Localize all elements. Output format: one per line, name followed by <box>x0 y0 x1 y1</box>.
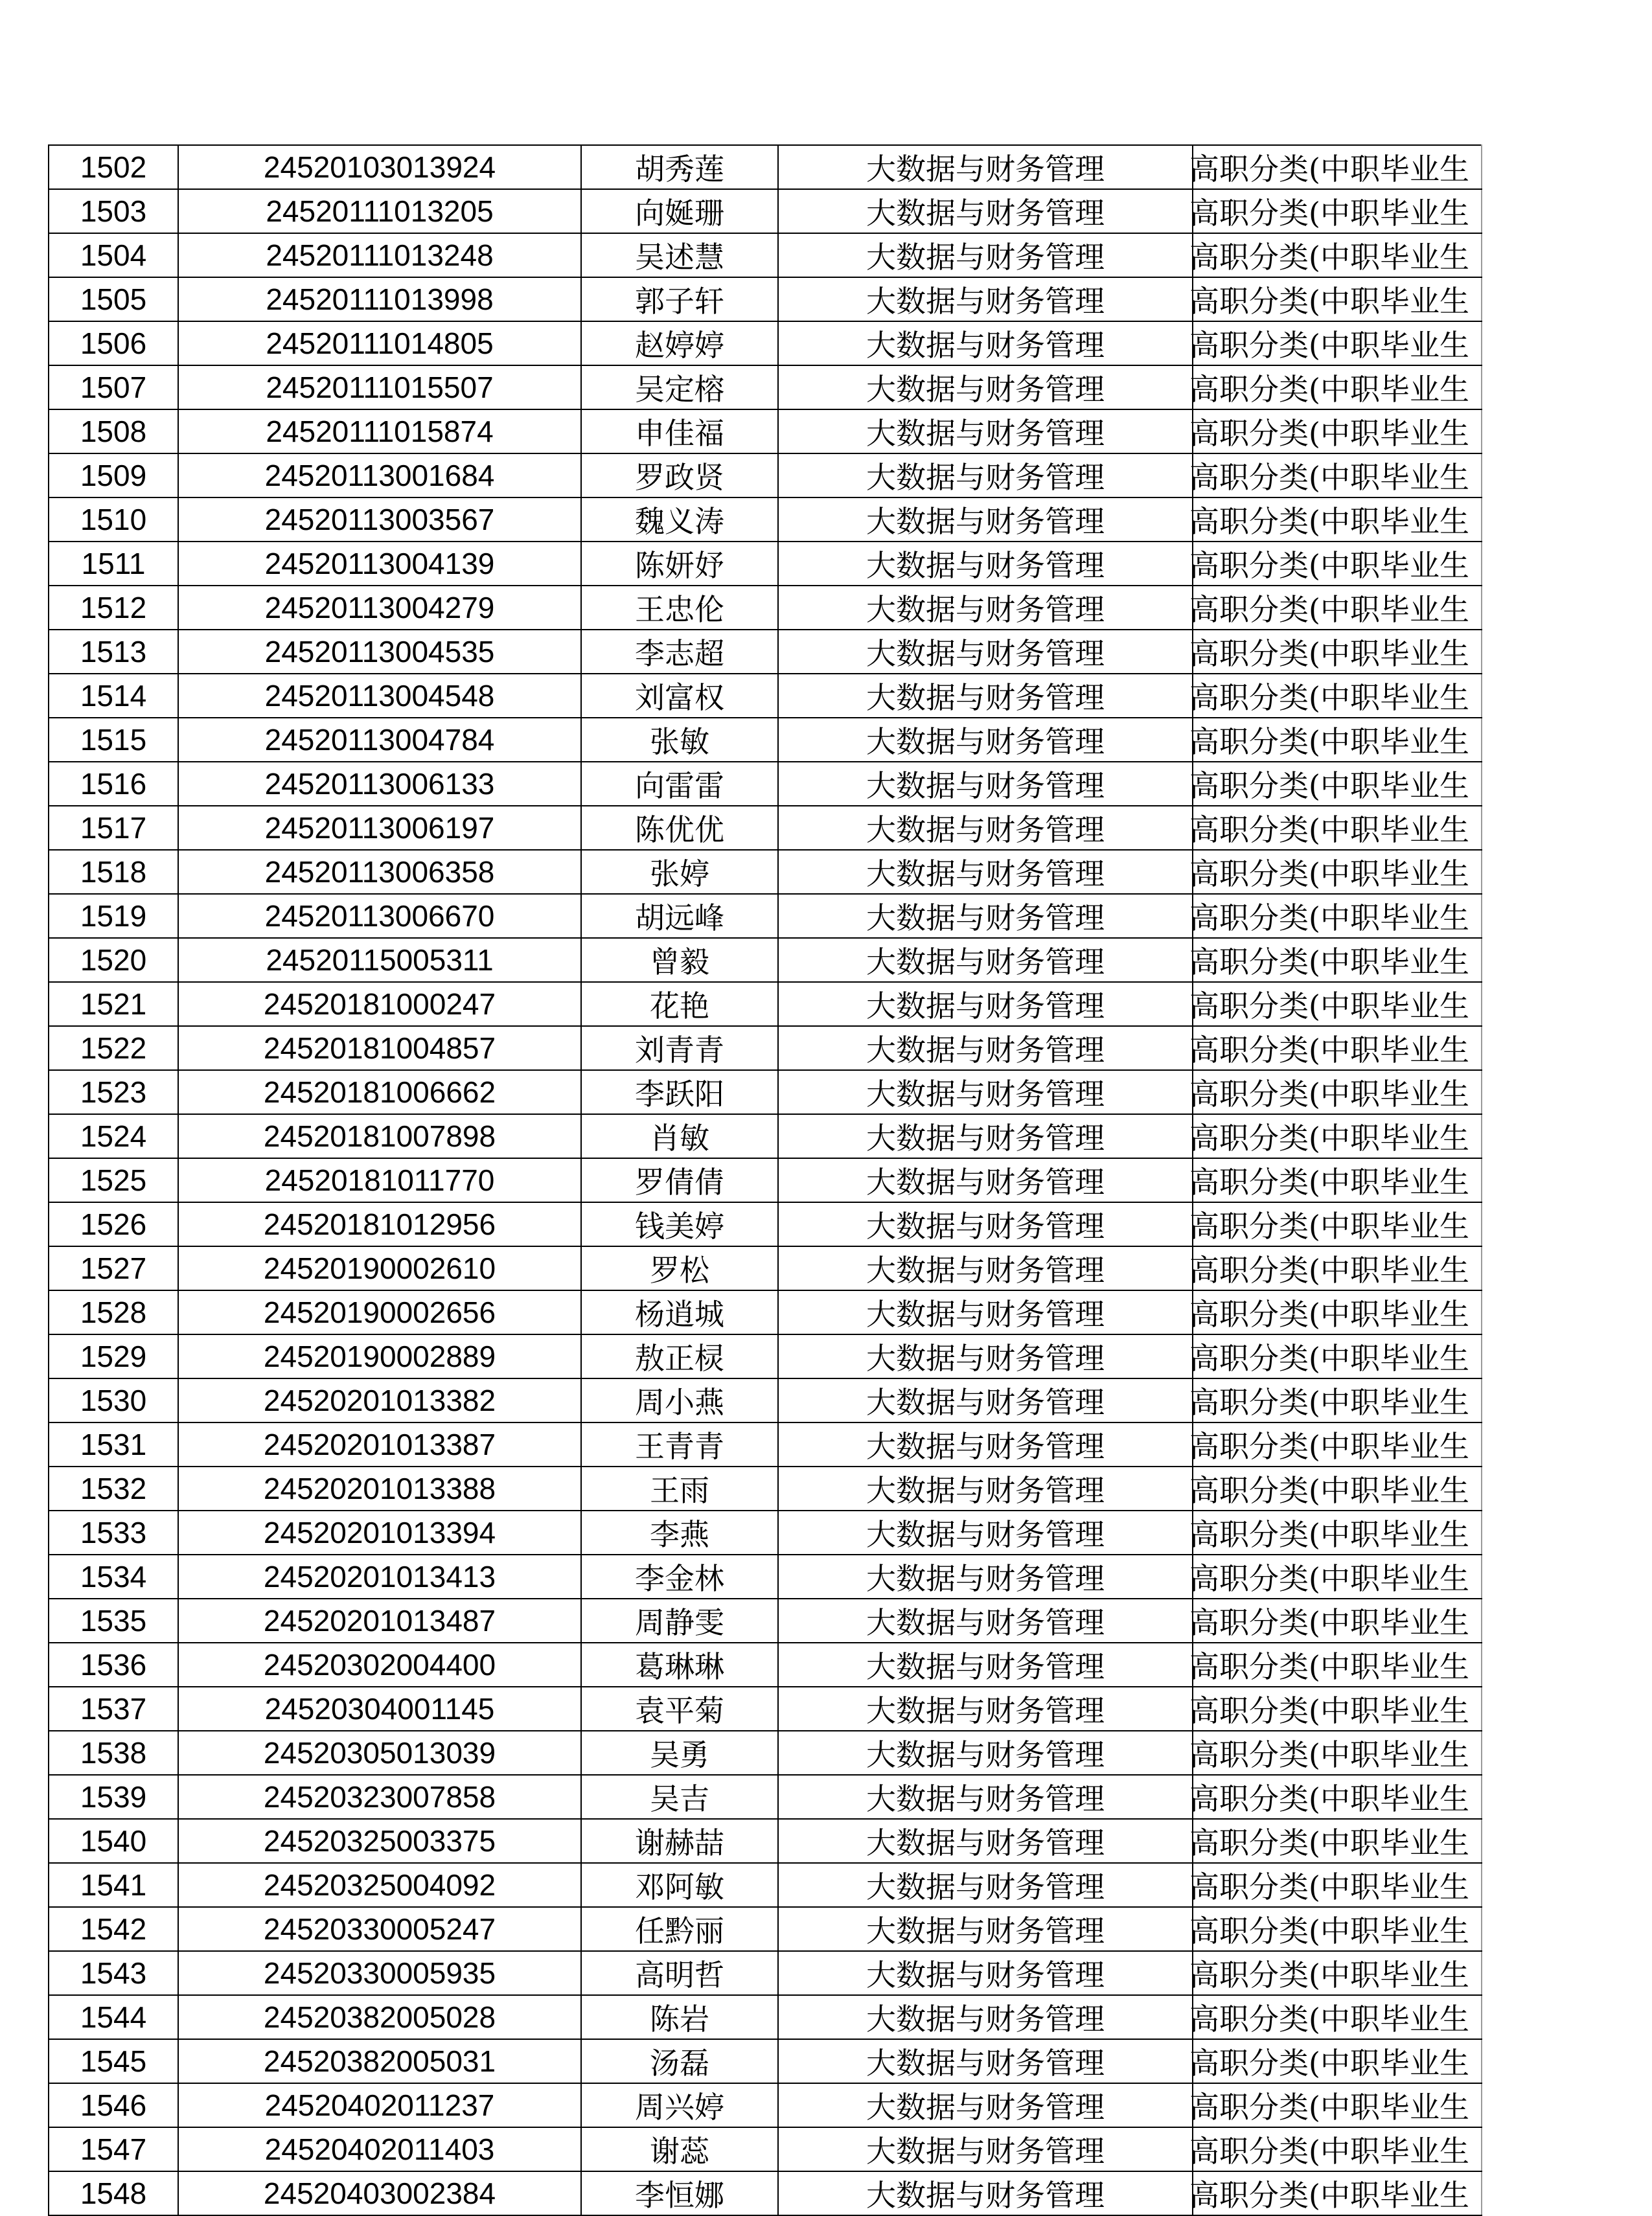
student-name-cell: 高明哲 <box>581 1951 778 1995</box>
exam-number-cell: 24520181006662 <box>178 1070 581 1114</box>
table-row <box>49 586 1482 630</box>
row-number-cell: 1517 <box>49 806 178 850</box>
table-row <box>49 189 1482 233</box>
exam-number-cell: 24520201013394 <box>178 1511 581 1555</box>
admission-category-cell: 高职分类(中职毕业生 <box>1193 1511 1482 1555</box>
row-number-cell: 1512 <box>49 586 178 630</box>
major-cell: 大数据与财务管理 <box>778 1555 1193 1599</box>
major-cell: 大数据与财务管理 <box>778 1687 1193 1731</box>
table-row <box>49 1467 1482 1511</box>
table-row <box>49 453 1482 497</box>
student-name-cell: 郭子轩 <box>581 277 778 321</box>
admission-table <box>48 144 1482 2216</box>
table-row <box>49 1907 1482 1951</box>
row-number-cell: 1541 <box>49 1863 178 1907</box>
admission-category-cell: 高职分类(中职毕业生 <box>1193 630 1482 674</box>
exam-number-cell: 24520181000247 <box>178 982 581 1026</box>
table-row <box>49 850 1482 894</box>
major-cell: 大数据与财务管理 <box>778 674 1193 718</box>
table-row <box>49 1599 1482 1643</box>
row-number-cell: 1546 <box>49 2083 178 2127</box>
admission-category-cell: 高职分类(中职毕业生 <box>1193 497 1482 542</box>
admission-category-cell: 高职分类(中职毕业生 <box>1193 145 1482 189</box>
student-name-cell: 曾毅 <box>581 938 778 982</box>
major-cell: 大数据与财务管理 <box>778 1378 1193 1422</box>
table-row <box>49 1114 1482 1158</box>
student-name-cell: 吴述慧 <box>581 233 778 277</box>
exam-number-cell: 24520113004279 <box>178 586 581 630</box>
major-cell: 大数据与财务管理 <box>778 850 1193 894</box>
student-name-cell: 胡远峰 <box>581 894 778 938</box>
exam-number-cell: 24520201013413 <box>178 1555 581 1599</box>
major-cell: 大数据与财务管理 <box>778 542 1193 586</box>
exam-number-cell: 24520403002384 <box>178 2171 581 2215</box>
admission-category-cell: 高职分类(中职毕业生 <box>1193 1114 1482 1158</box>
table-row <box>49 674 1482 718</box>
student-name-cell: 刘富权 <box>581 674 778 718</box>
student-name-cell: 陈妍妤 <box>581 542 778 586</box>
row-number-cell: 1535 <box>49 1599 178 1643</box>
row-number-cell: 1510 <box>49 497 178 542</box>
row-number-cell: 1526 <box>49 1202 178 1246</box>
major-cell: 大数据与财务管理 <box>778 806 1193 850</box>
student-name-cell: 李志超 <box>581 630 778 674</box>
admission-category-cell: 高职分类(中职毕业生 <box>1193 1643 1482 1687</box>
admission-category-cell: 高职分类(中职毕业生 <box>1193 1290 1482 1334</box>
row-number-cell: 1509 <box>49 453 178 497</box>
major-cell: 大数据与财务管理 <box>778 586 1193 630</box>
table-row <box>49 1555 1482 1599</box>
admission-category-cell: 高职分类(中职毕业生 <box>1193 233 1482 277</box>
table-row <box>49 233 1482 277</box>
admission-category-cell: 高职分类(中职毕业生 <box>1193 1995 1482 2039</box>
admission-category-cell: 高职分类(中职毕业生 <box>1193 453 1482 497</box>
major-cell: 大数据与财务管理 <box>778 1863 1193 1907</box>
table-row <box>49 1643 1482 1687</box>
row-number-cell: 1504 <box>49 233 178 277</box>
row-number-cell: 1515 <box>49 718 178 762</box>
student-name-cell: 敖正棂 <box>581 1334 778 1378</box>
row-number-cell: 1513 <box>49 630 178 674</box>
student-name-cell: 杨逍城 <box>581 1290 778 1334</box>
exam-number-cell: 24520302004400 <box>178 1643 581 1687</box>
exam-number-cell: 24520113003567 <box>178 497 581 542</box>
table-row <box>49 2171 1482 2215</box>
student-name-cell: 钱美婷 <box>581 1202 778 1246</box>
exam-number-cell: 24520111015874 <box>178 409 581 453</box>
major-cell: 大数据与财务管理 <box>778 1158 1193 1202</box>
major-cell: 大数据与财务管理 <box>778 762 1193 806</box>
exam-number-cell: 24520181012956 <box>178 1202 581 1246</box>
exam-number-cell: 24520113004548 <box>178 674 581 718</box>
admission-category-cell: 高职分类(中职毕业生 <box>1193 1334 1482 1378</box>
major-cell: 大数据与财务管理 <box>778 718 1193 762</box>
table-row <box>49 762 1482 806</box>
student-name-cell: 王青青 <box>581 1422 778 1467</box>
table-row <box>49 1951 1482 1995</box>
major-cell: 大数据与财务管理 <box>778 1290 1193 1334</box>
admission-category-cell: 高职分类(中职毕业生 <box>1193 2127 1482 2171</box>
major-cell: 大数据与财务管理 <box>778 1467 1193 1511</box>
row-number-cell: 1534 <box>49 1555 178 1599</box>
admission-category-cell: 高职分类(中职毕业生 <box>1193 1687 1482 1731</box>
admission-category-cell: 高职分类(中职毕业生 <box>1193 806 1482 850</box>
table-row <box>49 982 1482 1026</box>
student-name-cell: 花艳 <box>581 982 778 1026</box>
major-cell: 大数据与财务管理 <box>778 2171 1193 2215</box>
exam-number-cell: 24520190002610 <box>178 1246 581 1290</box>
admission-category-cell: 高职分类(中职毕业生 <box>1193 1467 1482 1511</box>
exam-number-cell: 24520181007898 <box>178 1114 581 1158</box>
table-row <box>49 542 1482 586</box>
exam-number-cell: 24520111013248 <box>178 233 581 277</box>
admission-category-cell: 高职分类(中职毕业生 <box>1193 850 1482 894</box>
table-row <box>49 1687 1482 1731</box>
major-cell: 大数据与财务管理 <box>778 1511 1193 1555</box>
table-row <box>49 409 1482 453</box>
admission-category-cell: 高职分类(中职毕业生 <box>1193 1599 1482 1643</box>
student-name-cell: 罗政贤 <box>581 453 778 497</box>
major-cell: 大数据与财务管理 <box>778 1334 1193 1378</box>
admission-category-cell: 高职分类(中职毕业生 <box>1193 1422 1482 1467</box>
table-row <box>49 806 1482 850</box>
row-number-cell: 1545 <box>49 2039 178 2083</box>
exam-number-cell: 24520111013998 <box>178 277 581 321</box>
row-number-cell: 1540 <box>49 1819 178 1863</box>
admission-category-cell: 高职分类(中职毕业生 <box>1193 1907 1482 1951</box>
table-row <box>49 497 1482 542</box>
student-name-cell: 周静雯 <box>581 1599 778 1643</box>
table-row <box>49 1334 1482 1378</box>
major-cell: 大数据与财务管理 <box>778 321 1193 365</box>
table-row <box>49 1775 1482 1819</box>
row-number-cell: 1505 <box>49 277 178 321</box>
exam-number-cell: 24520325004092 <box>178 1863 581 1907</box>
admission-category-cell: 高职分类(中职毕业生 <box>1193 982 1482 1026</box>
admission-category-cell: 高职分类(中职毕业生 <box>1193 1819 1482 1863</box>
row-number-cell: 1514 <box>49 674 178 718</box>
row-number-cell: 1521 <box>49 982 178 1026</box>
student-name-cell: 谢赫喆 <box>581 1819 778 1863</box>
exam-number-cell: 24520111013205 <box>178 189 581 233</box>
admission-category-cell: 高职分类(中职毕业生 <box>1193 2039 1482 2083</box>
major-cell: 大数据与财务管理 <box>778 1599 1193 1643</box>
student-name-cell: 邓阿敏 <box>581 1863 778 1907</box>
row-number-cell: 1503 <box>49 189 178 233</box>
table-row <box>49 145 1482 189</box>
exam-number-cell: 24520113004784 <box>178 718 581 762</box>
student-name-cell: 王雨 <box>581 1467 778 1511</box>
admission-list-sheet <box>48 144 1481 2213</box>
admission-category-cell: 高职分类(中职毕业生 <box>1193 1775 1482 1819</box>
student-name-cell: 陈优优 <box>581 806 778 850</box>
major-cell: 大数据与财务管理 <box>778 145 1193 189</box>
major-cell: 大数据与财务管理 <box>778 189 1193 233</box>
exam-number-cell: 24520113004139 <box>178 542 581 586</box>
exam-number-cell: 24520382005028 <box>178 1995 581 2039</box>
table-row <box>49 1422 1482 1467</box>
row-number-cell: 1508 <box>49 409 178 453</box>
admission-category-cell: 高职分类(中职毕业生 <box>1193 762 1482 806</box>
student-name-cell: 吴勇 <box>581 1731 778 1775</box>
admission-category-cell: 高职分类(中职毕业生 <box>1193 1951 1482 1995</box>
major-cell: 大数据与财务管理 <box>778 409 1193 453</box>
admission-category-cell: 高职分类(中职毕业生 <box>1193 189 1482 233</box>
row-number-cell: 1518 <box>49 850 178 894</box>
major-cell: 大数据与财务管理 <box>778 1907 1193 1951</box>
admission-category-cell: 高职分类(中职毕业生 <box>1193 1202 1482 1246</box>
student-name-cell: 向雷雷 <box>581 762 778 806</box>
major-cell: 大数据与财务管理 <box>778 1995 1193 2039</box>
major-cell: 大数据与财务管理 <box>778 2039 1193 2083</box>
student-name-cell: 罗倩倩 <box>581 1158 778 1202</box>
admission-category-cell: 高职分类(中职毕业生 <box>1193 1026 1482 1070</box>
major-cell: 大数据与财务管理 <box>778 1422 1193 1467</box>
student-name-cell: 吴吉 <box>581 1775 778 1819</box>
student-name-cell: 李燕 <box>581 1511 778 1555</box>
admission-category-cell: 高职分类(中职毕业生 <box>1193 365 1482 409</box>
exam-number-cell: 24520402011403 <box>178 2127 581 2171</box>
row-number-cell: 1519 <box>49 894 178 938</box>
admission-category-cell: 高职分类(中职毕业生 <box>1193 1863 1482 1907</box>
admission-category-cell: 高职分类(中职毕业生 <box>1193 2083 1482 2127</box>
major-cell: 大数据与财务管理 <box>778 1114 1193 1158</box>
student-name-cell: 张婷 <box>581 850 778 894</box>
table-row <box>49 718 1482 762</box>
major-cell: 大数据与财务管理 <box>778 1246 1193 1290</box>
row-number-cell: 1527 <box>49 1246 178 1290</box>
major-cell: 大数据与财务管理 <box>778 2127 1193 2171</box>
exam-number-cell: 24520113006133 <box>178 762 581 806</box>
admission-category-cell: 高职分类(中职毕业生 <box>1193 938 1482 982</box>
major-cell: 大数据与财务管理 <box>778 1731 1193 1775</box>
table-row <box>49 2083 1482 2127</box>
admission-category-cell: 高职分类(中职毕业生 <box>1193 586 1482 630</box>
row-number-cell: 1542 <box>49 1907 178 1951</box>
exam-number-cell: 24520111014805 <box>178 321 581 365</box>
admission-category-cell: 高职分类(中职毕业生 <box>1193 542 1482 586</box>
student-name-cell: 李跃阳 <box>581 1070 778 1114</box>
row-number-cell: 1507 <box>49 365 178 409</box>
exam-number-cell: 24520304001145 <box>178 1687 581 1731</box>
major-cell: 大数据与财务管理 <box>778 453 1193 497</box>
student-name-cell: 魏义涛 <box>581 497 778 542</box>
table-row <box>49 2039 1482 2083</box>
admission-category-cell: 高职分类(中职毕业生 <box>1193 409 1482 453</box>
table-row <box>49 365 1482 409</box>
major-cell: 大数据与财务管理 <box>778 894 1193 938</box>
student-name-cell: 陈岩 <box>581 1995 778 2039</box>
row-number-cell: 1543 <box>49 1951 178 1995</box>
admission-category-cell: 高职分类(中职毕业生 <box>1193 1246 1482 1290</box>
row-number-cell: 1524 <box>49 1114 178 1158</box>
exam-number-cell: 24520201013487 <box>178 1599 581 1643</box>
exam-number-cell: 24520330005247 <box>178 1907 581 1951</box>
row-number-cell: 1537 <box>49 1687 178 1731</box>
table-row <box>49 1378 1482 1422</box>
major-cell: 大数据与财务管理 <box>778 1643 1193 1687</box>
row-number-cell: 1532 <box>49 1467 178 1511</box>
table-row <box>49 1246 1482 1290</box>
exam-number-cell: 24520113004535 <box>178 630 581 674</box>
row-number-cell: 1523 <box>49 1070 178 1114</box>
major-cell: 大数据与财务管理 <box>778 982 1193 1026</box>
table-row <box>49 2127 1482 2171</box>
student-name-cell: 王忠伦 <box>581 586 778 630</box>
major-cell: 大数据与财务管理 <box>778 630 1193 674</box>
exam-number-cell: 24520115005311 <box>178 938 581 982</box>
row-number-cell: 1516 <box>49 762 178 806</box>
table-row <box>49 1158 1482 1202</box>
row-number-cell: 1548 <box>49 2171 178 2215</box>
row-number-cell: 1520 <box>49 938 178 982</box>
exam-number-cell: 24520181011770 <box>178 1158 581 1202</box>
exam-number-cell: 24520111015507 <box>178 365 581 409</box>
row-number-cell: 1502 <box>49 145 178 189</box>
exam-number-cell: 24520103013924 <box>178 145 581 189</box>
major-cell: 大数据与财务管理 <box>778 1951 1193 1995</box>
exam-number-cell: 24520323007858 <box>178 1775 581 1819</box>
table-row <box>49 1070 1482 1114</box>
major-cell: 大数据与财务管理 <box>778 365 1193 409</box>
exam-number-cell: 24520181004857 <box>178 1026 581 1070</box>
admission-category-cell: 高职分类(中职毕业生 <box>1193 894 1482 938</box>
exam-number-cell: 24520190002656 <box>178 1290 581 1334</box>
row-number-cell: 1536 <box>49 1643 178 1687</box>
row-number-cell: 1538 <box>49 1731 178 1775</box>
row-number-cell: 1522 <box>49 1026 178 1070</box>
student-name-cell: 周小燕 <box>581 1378 778 1422</box>
admission-category-cell: 高职分类(中职毕业生 <box>1193 1378 1482 1422</box>
exam-number-cell: 24520113006197 <box>178 806 581 850</box>
exam-number-cell: 24520402011237 <box>178 2083 581 2127</box>
student-name-cell: 李金林 <box>581 1555 778 1599</box>
row-number-cell: 1529 <box>49 1334 178 1378</box>
student-name-cell: 申佳福 <box>581 409 778 453</box>
student-name-cell: 任黔丽 <box>581 1907 778 1951</box>
exam-number-cell: 24520201013387 <box>178 1422 581 1467</box>
exam-number-cell: 24520190002889 <box>178 1334 581 1378</box>
table-row <box>49 1819 1482 1863</box>
student-name-cell: 刘青青 <box>581 1026 778 1070</box>
table-row <box>49 1290 1482 1334</box>
exam-number-cell: 24520305013039 <box>178 1731 581 1775</box>
admission-category-cell: 高职分类(中职毕业生 <box>1193 718 1482 762</box>
admission-category-cell: 高职分类(中职毕业生 <box>1193 1555 1482 1599</box>
row-number-cell: 1539 <box>49 1775 178 1819</box>
table-row <box>49 1731 1482 1775</box>
student-name-cell: 向娫珊 <box>581 189 778 233</box>
row-number-cell: 1528 <box>49 1290 178 1334</box>
row-number-cell: 1530 <box>49 1378 178 1422</box>
admission-category-cell: 高职分类(中职毕业生 <box>1193 321 1482 365</box>
row-number-cell: 1511 <box>49 542 178 586</box>
row-number-cell: 1547 <box>49 2127 178 2171</box>
table-row <box>49 321 1482 365</box>
student-name-cell: 葛琳琳 <box>581 1643 778 1687</box>
table-row <box>49 1863 1482 1907</box>
table-row <box>49 1026 1482 1070</box>
student-name-cell: 张敏 <box>581 718 778 762</box>
admission-category-cell: 高职分类(中职毕业生 <box>1193 2171 1482 2215</box>
table-row <box>49 1202 1482 1246</box>
major-cell: 大数据与财务管理 <box>778 1026 1193 1070</box>
table-row <box>49 938 1482 982</box>
admission-category-cell: 高职分类(中职毕业生 <box>1193 1158 1482 1202</box>
table-row <box>49 630 1482 674</box>
student-name-cell: 罗松 <box>581 1246 778 1290</box>
exam-number-cell: 24520113001684 <box>178 453 581 497</box>
exam-number-cell: 24520325003375 <box>178 1819 581 1863</box>
student-name-cell: 赵婷婷 <box>581 321 778 365</box>
admission-category-cell: 高职分类(中职毕业生 <box>1193 674 1482 718</box>
major-cell: 大数据与财务管理 <box>778 1775 1193 1819</box>
student-name-cell: 肖敏 <box>581 1114 778 1158</box>
row-number-cell: 1533 <box>49 1511 178 1555</box>
admission-category-cell: 高职分类(中职毕业生 <box>1193 1731 1482 1775</box>
major-cell: 大数据与财务管理 <box>778 277 1193 321</box>
table-row <box>49 1511 1482 1555</box>
row-number-cell: 1544 <box>49 1995 178 2039</box>
major-cell: 大数据与财务管理 <box>778 233 1193 277</box>
student-name-cell: 袁平菊 <box>581 1687 778 1731</box>
student-name-cell: 周兴婷 <box>581 2083 778 2127</box>
major-cell: 大数据与财务管理 <box>778 938 1193 982</box>
admission-table-body <box>49 145 1482 2215</box>
table-row <box>49 894 1482 938</box>
row-number-cell: 1506 <box>49 321 178 365</box>
student-name-cell: 李恒娜 <box>581 2171 778 2215</box>
table-row <box>49 1995 1482 2039</box>
exam-number-cell: 24520113006670 <box>178 894 581 938</box>
major-cell: 大数据与财务管理 <box>778 2083 1193 2127</box>
major-cell: 大数据与财务管理 <box>778 1070 1193 1114</box>
exam-number-cell: 24520113006358 <box>178 850 581 894</box>
table-row <box>49 277 1482 321</box>
major-cell: 大数据与财务管理 <box>778 1819 1193 1863</box>
exam-number-cell: 24520330005935 <box>178 1951 581 1995</box>
exam-number-cell: 24520201013382 <box>178 1378 581 1422</box>
student-name-cell: 汤磊 <box>581 2039 778 2083</box>
admission-category-cell: 高职分类(中职毕业生 <box>1193 277 1482 321</box>
row-number-cell: 1531 <box>49 1422 178 1467</box>
student-name-cell: 谢蕊 <box>581 2127 778 2171</box>
exam-number-cell: 24520201013388 <box>178 1467 581 1511</box>
major-cell: 大数据与财务管理 <box>778 1202 1193 1246</box>
student-name-cell: 胡秀莲 <box>581 145 778 189</box>
exam-number-cell: 24520382005031 <box>178 2039 581 2083</box>
major-cell: 大数据与财务管理 <box>778 497 1193 542</box>
student-name-cell: 吴定榕 <box>581 365 778 409</box>
row-number-cell: 1525 <box>49 1158 178 1202</box>
admission-category-cell: 高职分类(中职毕业生 <box>1193 1070 1482 1114</box>
